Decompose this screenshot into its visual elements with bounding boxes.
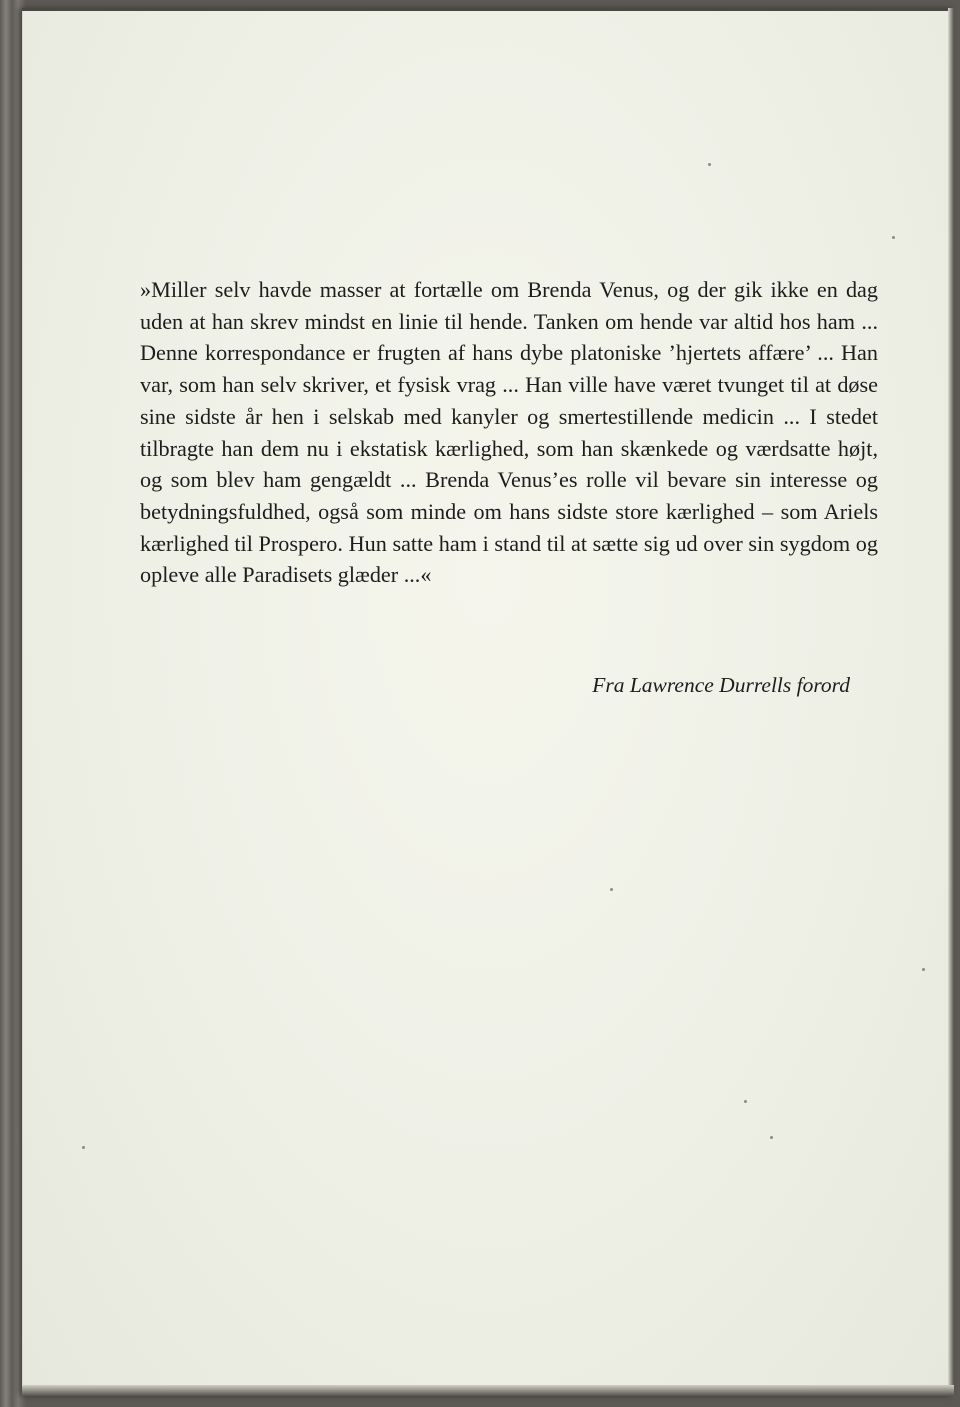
paper-speck	[744, 1100, 747, 1103]
paper-speck	[610, 888, 613, 891]
blurb-attribution: Fra Lawrence Durrells forord	[592, 673, 850, 697]
cover-right-edge	[948, 8, 954, 1396]
blurb-quote: »Miller selv havde masser at fortælle om Brenda Venus, og der gik ikke en dag uden at han skrev mindst en linie til hende. Tanken om hende var altid hos ham ... Denne korrespondance er frugten af hans dybe platoniske ’hjertets affære’ ... Han var, som han selv skriver, et fysisk vrag ... Han ville have været tvunget til at døse sine sidste år hen i selskab med kanyler og smertestillende medicin ... I stedet tilbragte han dem nu i ekstatisk kærlighed, som han skænkede og værdsatte højt, og som blev ham gengældt ... Brenda Venus’es rolle vil bevare sin interesse og betydningsfuldhed, også som minde om hans sidste store kærlighed – som Ariels kærlighed til Prospero. Hun satte ham i stand til at sætte sig ud over sin sygdom og opleve alle Paradisets glæder ...«	[140, 277, 878, 588]
paper-speck	[922, 968, 925, 971]
paper-speck	[708, 163, 711, 166]
cover-bottom-edge	[22, 1385, 954, 1396]
paper-speck	[82, 1146, 85, 1149]
paper-speck	[770, 1136, 773, 1139]
book-back-cover	[22, 8, 954, 1396]
cover-top-edge	[22, 8, 954, 11]
paper-speck	[892, 236, 895, 239]
